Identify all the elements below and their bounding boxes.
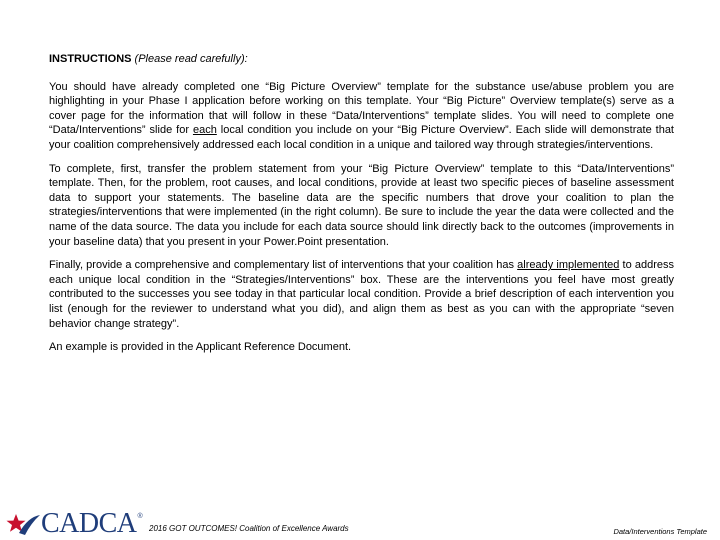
paragraph-1-part-a: You should have already completed one “Big Picture Overview” template for the substance use/abuse problem you are highlighting in your Phase I application before working on this template. Your “Big Picture” Overview template(s) serve as a cover page for the information that will follow in these “Data/Interventions” template slides. You will need to complete one “Data/Interventions” slide for — [49, 80, 674, 137]
paragraph-4: An example is provided in the Applicant Reference Document. — [49, 341, 352, 354]
paragraph-3-underlined: already implemented — [517, 259, 620, 272]
star-swoosh-icon — [6, 511, 40, 537]
logo-text: CADCA — [41, 508, 137, 539]
heading-note: (Please read carefully): — [131, 53, 248, 65]
paragraph-1-part-b: local condition you include on your “Big Picture Overview”. Each slide will demonstrate that your coalition comprehensively addressed each local condition in a unique and tailored way through strategies/interventions. — [49, 124, 674, 151]
heading-label: INSTRUCTIONS — [49, 53, 132, 65]
instructions-body — [49, 52, 674, 364]
paragraph-1-underlined: each — [192, 124, 217, 137]
paragraph-1 — [49, 80, 674, 153]
cadca-logo — [6, 510, 143, 538]
footer — [0, 508, 720, 540]
paragraph-2: To complete, first, transfer the problem statement from your “Big Picture Overview” template to this “Data/Interventions” template. Then, for the problem, root causes, and local conditions, provide at least two specific pieces of baseline assessment data to support your statements. The baseline data are the specific numbers that drove your coalition to plan the strategies/interventions that were implemented (in the right column). Be sure to include the year the data were collected and the name of the data source. The data you include for each data source should link directly back to the outcomes (improvements in your baseline data) that you present in your Power.Point presentation. — [49, 162, 674, 248]
paragraph-3-part-a: Finally, provide a comprehensive and complementary list of interventions that your coalition has — [49, 259, 518, 272]
paragraph-3 — [49, 258, 674, 331]
registered-mark: ® — [137, 513, 143, 520]
swoosh-shape — [19, 515, 40, 535]
footer-template-name: Data/Interventions Template — [613, 527, 707, 536]
instructions-heading — [49, 52, 674, 67]
footer-award-title: 2016 GOT OUTCOMES! Coalition of Excellence Awards — [149, 524, 349, 533]
paragraph-3-part-b: to address each unique local condition in the “Strategies/Interventions” box. These are the interventions you feel have most greatly contributed to the successes you see today in that particular local condition. Provide a brief description of each intervention you list (enough for the reviewer to understand what you did), and align them as best as you can with the appropriate “seven behavior change strategy”. — [49, 259, 675, 330]
